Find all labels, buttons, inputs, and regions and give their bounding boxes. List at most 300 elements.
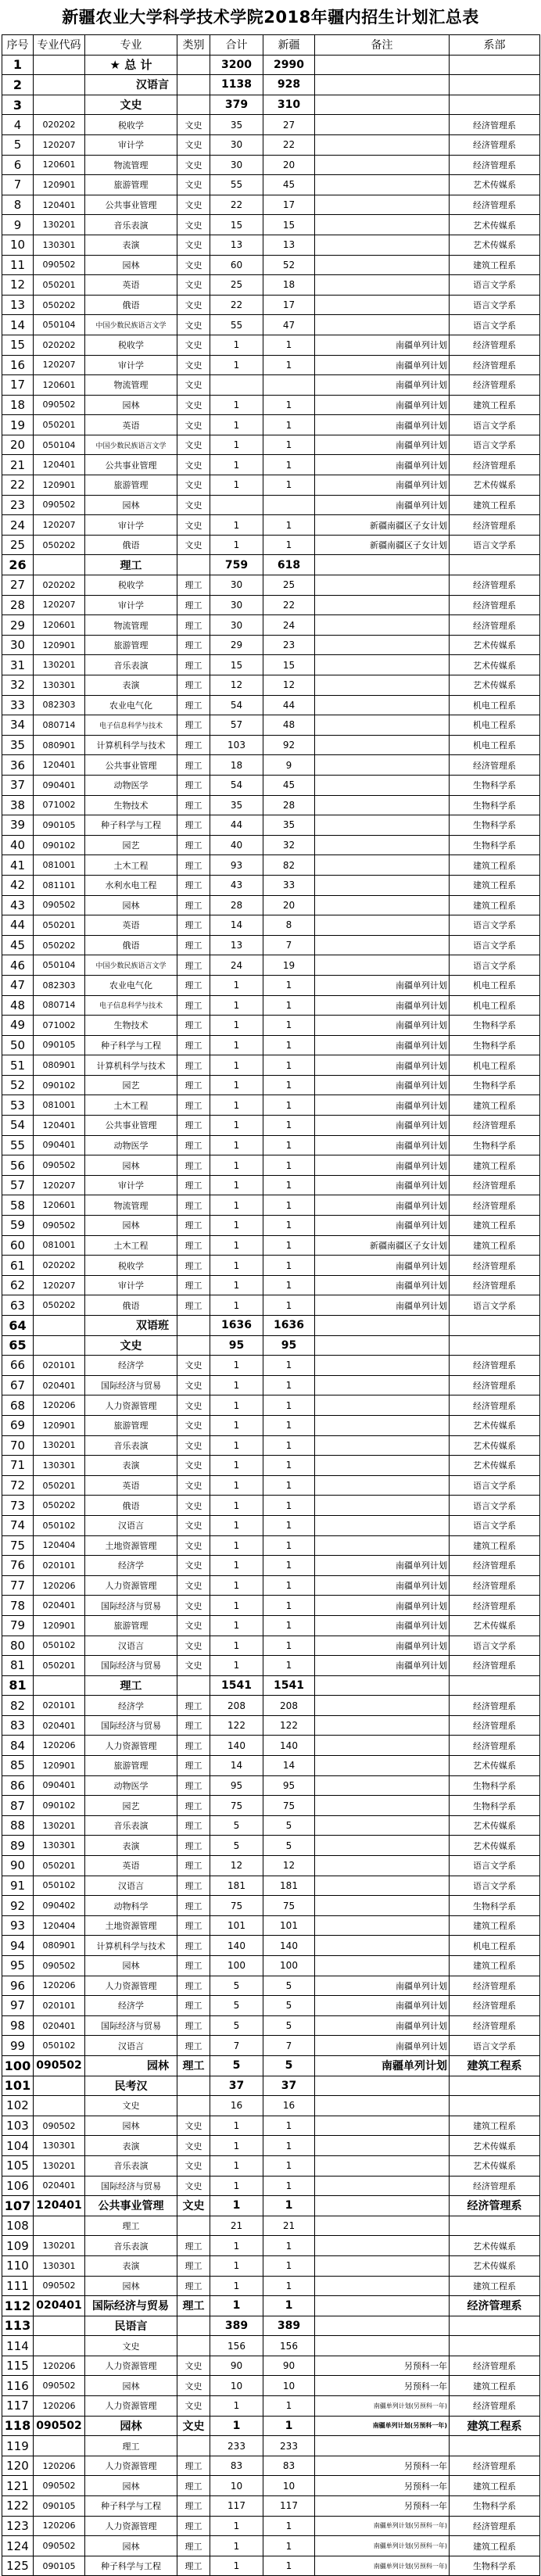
table-row bbox=[2, 535, 540, 555]
table-row bbox=[2, 2236, 540, 2256]
total-cell: 12 bbox=[210, 1856, 263, 1876]
code-cell: 120401 bbox=[34, 455, 85, 475]
code-cell: 090502 bbox=[34, 395, 85, 415]
note-cell bbox=[315, 775, 450, 795]
major-cell: 理工 bbox=[85, 2216, 177, 2236]
xinjiang-cell: 21 bbox=[263, 2216, 315, 2236]
xinjiang-cell: 10 bbox=[263, 2476, 315, 2496]
xinjiang-cell: 1636 bbox=[263, 1316, 315, 1336]
seq-cell: 5 bbox=[2, 134, 34, 155]
major-cell: 中国少数民族语言文学 bbox=[85, 315, 177, 335]
department-cell: 经济管理系 bbox=[450, 1256, 540, 1276]
code-cell: 130201 bbox=[34, 655, 85, 675]
note-cell bbox=[315, 1475, 450, 1496]
xinjiang-cell: 18 bbox=[263, 275, 315, 296]
seq-cell: 22 bbox=[2, 475, 34, 496]
category-cell: 文史 bbox=[177, 2376, 210, 2396]
seq-cell: 26 bbox=[2, 555, 34, 575]
seq-cell: 33 bbox=[2, 695, 34, 715]
table-row bbox=[2, 1915, 540, 1936]
major-cell: 经济学 bbox=[85, 1696, 177, 1716]
category-cell: 文史 bbox=[177, 395, 210, 415]
note-cell bbox=[315, 1836, 450, 1856]
xinjiang-cell: 12 bbox=[263, 1856, 315, 1876]
xinjiang-cell: 1 bbox=[263, 2136, 315, 2156]
code-cell: 120206 bbox=[34, 2456, 85, 2476]
code-cell: 090502 bbox=[34, 1155, 85, 1176]
seq-cell: 1 bbox=[2, 55, 34, 75]
total-cell: 100 bbox=[210, 1956, 263, 1976]
total-cell: 1 bbox=[210, 2556, 263, 2576]
xinjiang-cell: 1 bbox=[263, 1615, 315, 1636]
note-cell: 另预科一年 bbox=[315, 2376, 450, 2396]
category-cell: 理工 bbox=[177, 875, 210, 895]
xinjiang-cell: 1 bbox=[263, 1135, 315, 1155]
note-cell bbox=[315, 1696, 450, 1716]
category-cell: 文史 bbox=[177, 1636, 210, 1656]
total-cell: 60 bbox=[210, 255, 263, 275]
department-cell: 建筑工程系 bbox=[450, 1915, 540, 1936]
code-cell: 120207 bbox=[34, 355, 85, 375]
table-row bbox=[2, 2516, 540, 2536]
code-cell: 050202 bbox=[34, 535, 85, 555]
table-row bbox=[2, 115, 540, 135]
major-cell: 人力资源管理 bbox=[85, 2396, 177, 2417]
total-cell: 15 bbox=[210, 655, 263, 675]
seq-cell: 38 bbox=[2, 795, 34, 815]
department-cell bbox=[450, 555, 540, 575]
total-cell: 1 bbox=[210, 435, 263, 455]
major-cell: 汉语言 bbox=[85, 1876, 177, 1896]
table-row bbox=[2, 2076, 540, 2096]
department-cell: 语言文学系 bbox=[450, 1515, 540, 1535]
total-cell: 1 bbox=[210, 1656, 263, 1676]
code-cell: 020202 bbox=[34, 115, 85, 135]
note-cell bbox=[315, 2076, 450, 2096]
major-cell: 园林 bbox=[85, 2416, 177, 2436]
category-cell: 文史 bbox=[177, 2396, 210, 2417]
seq-cell: 58 bbox=[2, 1195, 34, 1216]
category-cell: 理工 bbox=[177, 1256, 210, 1276]
category-cell: 理工 bbox=[177, 1896, 210, 1916]
xinjiang-cell: 1 bbox=[263, 1636, 315, 1656]
category-cell: 理工 bbox=[177, 795, 210, 815]
category-cell: 理工 bbox=[177, 915, 210, 936]
department-cell: 语言文学系 bbox=[450, 275, 540, 296]
category-cell: 文史 bbox=[177, 435, 210, 455]
category-cell: 理工 bbox=[177, 695, 210, 715]
department-cell: 经济管理系 bbox=[450, 755, 540, 776]
total-cell: 13 bbox=[210, 235, 263, 255]
total-cell: 35 bbox=[210, 115, 263, 135]
total-cell: 1 bbox=[210, 1256, 263, 1276]
code-cell: 120901 bbox=[34, 475, 85, 496]
major-cell: 旅游管理 bbox=[85, 475, 177, 496]
code-cell: 081001 bbox=[34, 1235, 85, 1256]
major-cell: ★ 总 计 bbox=[85, 55, 177, 75]
department-cell: 生物科学系 bbox=[450, 1796, 540, 1816]
code-cell: 090401 bbox=[34, 775, 85, 795]
table-row bbox=[2, 2296, 540, 2316]
xinjiang-cell: 928 bbox=[263, 75, 315, 95]
note-cell bbox=[315, 735, 450, 755]
note-cell: 南疆单列计划(另预科一年) bbox=[315, 2556, 450, 2576]
category-cell: 理工 bbox=[177, 895, 210, 915]
xinjiang-cell: 5 bbox=[263, 1976, 315, 1996]
category-cell: 理工 bbox=[177, 1815, 210, 1836]
seq-cell: 92 bbox=[2, 1896, 34, 1916]
department-cell bbox=[450, 75, 540, 95]
major-cell: 人力资源管理 bbox=[85, 1395, 177, 1416]
code-cell: 130201 bbox=[34, 1435, 85, 1456]
major-cell: 俄语 bbox=[85, 1295, 177, 1316]
total-cell: 93 bbox=[210, 855, 263, 876]
code-cell bbox=[34, 2336, 85, 2356]
category-cell: 文史 bbox=[177, 195, 210, 215]
table-row bbox=[2, 795, 540, 815]
table-row bbox=[2, 715, 540, 736]
major-cell: 文史 bbox=[85, 2096, 177, 2116]
note-cell: 南疆单列计划 bbox=[315, 1135, 450, 1155]
table-row bbox=[2, 155, 540, 175]
department-cell: 机电工程系 bbox=[450, 1936, 540, 1956]
table-row bbox=[2, 2096, 540, 2116]
table-row bbox=[2, 1216, 540, 1236]
code-cell bbox=[34, 2316, 85, 2336]
total-cell: 1 bbox=[210, 1456, 263, 1476]
major-cell: 园林 bbox=[85, 495, 177, 515]
header-total: 合计 bbox=[210, 35, 263, 56]
xinjiang-cell: 16 bbox=[263, 2096, 315, 2116]
total-cell: 1 bbox=[210, 2416, 263, 2436]
code-cell: 090502 bbox=[34, 2276, 85, 2296]
code-cell: 120206 bbox=[34, 1976, 85, 1996]
table-row bbox=[2, 775, 540, 795]
category-cell: 理工 bbox=[177, 1175, 210, 1195]
code-cell bbox=[34, 555, 85, 575]
xinjiang-cell: 45 bbox=[263, 175, 315, 195]
total-cell: 30 bbox=[210, 615, 263, 636]
total-cell: 208 bbox=[210, 1696, 263, 1716]
department-cell: 经济管理系 bbox=[450, 2296, 540, 2316]
header-seq: 序号 bbox=[2, 35, 34, 56]
xinjiang-cell: 17 bbox=[263, 195, 315, 215]
xinjiang-cell: 1 bbox=[263, 455, 315, 475]
category-cell: 文史 bbox=[177, 215, 210, 235]
category-cell: 理工 bbox=[177, 655, 210, 675]
major-cell: 税收学 bbox=[85, 575, 177, 596]
total-cell: 40 bbox=[210, 835, 263, 855]
seq-cell: 10 bbox=[2, 235, 34, 255]
department-cell: 艺术传媒系 bbox=[450, 1756, 540, 1776]
total-cell: 10 bbox=[210, 2376, 263, 2396]
note-cell bbox=[315, 1535, 450, 1556]
department-cell: 语言文学系 bbox=[450, 1475, 540, 1496]
note-cell bbox=[315, 1756, 450, 1776]
table-row bbox=[2, 315, 540, 335]
category-cell: 文史 bbox=[177, 2116, 210, 2136]
code-cell: 120601 bbox=[34, 375, 85, 396]
note-cell bbox=[315, 1375, 450, 1395]
category-cell: 理工 bbox=[177, 735, 210, 755]
major-cell: 旅游管理 bbox=[85, 635, 177, 655]
seq-cell: 81 bbox=[2, 1675, 34, 1696]
code-cell: 081001 bbox=[34, 855, 85, 876]
department-cell: 语言文学系 bbox=[450, 315, 540, 335]
total-cell: 35 bbox=[210, 795, 263, 815]
major-cell: 音乐表演 bbox=[85, 2236, 177, 2256]
total-cell: 1 bbox=[210, 1356, 263, 1376]
note-cell bbox=[315, 1715, 450, 1736]
category-cell: 理工 bbox=[177, 1796, 210, 1816]
major-cell: 表演 bbox=[85, 2136, 177, 2156]
note-cell: 南疆单列计划 bbox=[315, 455, 450, 475]
seq-cell: 105 bbox=[2, 2155, 34, 2176]
xinjiang-cell: 17 bbox=[263, 295, 315, 315]
major-cell: 经济学 bbox=[85, 1356, 177, 1376]
xinjiang-cell: 1 bbox=[263, 435, 315, 455]
total-cell: 1 bbox=[210, 1095, 263, 1116]
total-cell: 16 bbox=[210, 2096, 263, 2116]
category-cell: 理工 bbox=[177, 615, 210, 636]
total-cell: 28 bbox=[210, 895, 263, 915]
total-cell: 1 bbox=[210, 1275, 263, 1295]
major-cell: 园林 bbox=[85, 2376, 177, 2396]
category-cell: 文史 bbox=[177, 255, 210, 275]
category-cell: 理工 bbox=[177, 1915, 210, 1936]
seq-cell: 43 bbox=[2, 895, 34, 915]
code-cell: 050104 bbox=[34, 435, 85, 455]
department-cell: 建筑工程系 bbox=[450, 2376, 540, 2396]
code-cell: 082303 bbox=[34, 695, 85, 715]
code-cell: 130201 bbox=[34, 2155, 85, 2176]
code-cell: 080901 bbox=[34, 1055, 85, 1076]
total-cell: 21 bbox=[210, 2216, 263, 2236]
code-cell: 120601 bbox=[34, 615, 85, 636]
major-cell: 英语 bbox=[85, 1475, 177, 1496]
major-cell: 农业电气化 bbox=[85, 695, 177, 715]
total-cell: 1 bbox=[210, 1596, 263, 1616]
department-cell: 经济管理系 bbox=[450, 375, 540, 396]
department-cell: 建筑工程系 bbox=[450, 255, 540, 275]
code-cell bbox=[34, 2076, 85, 2096]
major-cell: 国际经济与贸易 bbox=[85, 1375, 177, 1395]
seq-cell: 60 bbox=[2, 1235, 34, 1256]
xinjiang-cell: 22 bbox=[263, 134, 315, 155]
department-cell: 经济管理系 bbox=[450, 115, 540, 135]
major-cell: 园林 bbox=[85, 2055, 177, 2076]
note-cell bbox=[315, 795, 450, 815]
code-cell: 071002 bbox=[34, 795, 85, 815]
table-row bbox=[2, 1656, 540, 1676]
code-cell: 090402 bbox=[34, 1896, 85, 1916]
seq-cell: 67 bbox=[2, 1375, 34, 1395]
department-cell: 生物科学系 bbox=[450, 1075, 540, 1095]
total-cell: 1 bbox=[210, 2396, 263, 2417]
seq-cell: 101 bbox=[2, 2076, 34, 2096]
major-cell: 公共事业管理 bbox=[85, 2196, 177, 2216]
department-cell: 艺术传媒系 bbox=[450, 1815, 540, 1836]
seq-cell: 32 bbox=[2, 675, 34, 696]
category-cell: 理工 bbox=[177, 955, 210, 976]
category-cell: 文史 bbox=[177, 2136, 210, 2156]
table-row bbox=[2, 1756, 540, 1776]
note-cell bbox=[315, 2196, 450, 2216]
note-cell bbox=[315, 1515, 450, 1535]
table-row bbox=[2, 1456, 540, 1476]
code-cell: 020401 bbox=[34, 2015, 85, 2036]
major-cell: 音乐表演 bbox=[85, 215, 177, 235]
total-cell: 156 bbox=[210, 2336, 263, 2356]
seq-cell: 94 bbox=[2, 1936, 34, 1956]
seq-cell: 9 bbox=[2, 215, 34, 235]
table-row bbox=[2, 2336, 540, 2356]
seq-cell: 61 bbox=[2, 1256, 34, 1276]
note-cell: 南疆单列计划 bbox=[315, 2036, 450, 2056]
total-cell: 13 bbox=[210, 935, 263, 955]
seq-cell: 76 bbox=[2, 1556, 34, 1576]
major-cell: 审计学 bbox=[85, 515, 177, 536]
category-cell: 理工 bbox=[177, 855, 210, 876]
department-cell: 机电工程系 bbox=[450, 1055, 540, 1076]
category-cell: 理工 bbox=[177, 2296, 210, 2316]
note-cell: 南疆单列计划 bbox=[315, 1016, 450, 1036]
seq-cell: 37 bbox=[2, 775, 34, 795]
table-row bbox=[2, 1575, 540, 1596]
code-cell: 130301 bbox=[34, 235, 85, 255]
department-cell: 语言文学系 bbox=[450, 1295, 540, 1316]
category-cell: 理工 bbox=[177, 2255, 210, 2276]
code-cell: 130301 bbox=[34, 2136, 85, 2156]
seq-cell: 66 bbox=[2, 1356, 34, 1376]
seq-cell: 107 bbox=[2, 2196, 34, 2216]
department-cell bbox=[450, 2316, 540, 2336]
major-cell: 音乐表演 bbox=[85, 655, 177, 675]
major-cell: 审计学 bbox=[85, 355, 177, 375]
header-row bbox=[2, 35, 540, 56]
code-cell: 090502 bbox=[34, 2376, 85, 2396]
code-cell: 120401 bbox=[34, 1116, 85, 1136]
department-cell: 生物科学系 bbox=[450, 1016, 540, 1036]
xinjiang-cell: 1 bbox=[263, 1596, 315, 1616]
xinjiang-cell: 13 bbox=[263, 235, 315, 255]
xinjiang-cell: 20 bbox=[263, 155, 315, 175]
xinjiang-cell: 101 bbox=[263, 1915, 315, 1936]
department-cell: 经济管理系 bbox=[450, 2456, 540, 2476]
department-cell: 经济管理系 bbox=[450, 2176, 540, 2196]
category-cell bbox=[177, 95, 210, 115]
seq-cell: 113 bbox=[2, 2316, 34, 2336]
note-cell: 南疆单列计划 bbox=[315, 1116, 450, 1136]
note-cell: 南疆单列计划(另预科一年) bbox=[315, 2396, 450, 2417]
department-cell: 艺术传媒系 bbox=[450, 1435, 540, 1456]
code-cell: 090102 bbox=[34, 835, 85, 855]
xinjiang-cell: 1 bbox=[263, 1256, 315, 1276]
department-cell bbox=[450, 2336, 540, 2356]
department-cell: 生物科学系 bbox=[450, 1775, 540, 1796]
category-cell: 文史 bbox=[177, 134, 210, 155]
major-cell: 园林 bbox=[85, 2276, 177, 2296]
department-cell: 建筑工程系 bbox=[450, 1535, 540, 1556]
category-cell: 文史 bbox=[177, 535, 210, 555]
department-cell: 生物科学系 bbox=[450, 1896, 540, 1916]
table-row bbox=[2, 975, 540, 995]
total-cell: 55 bbox=[210, 315, 263, 335]
xinjiang-cell: 1 bbox=[263, 2196, 315, 2216]
table-row bbox=[2, 2015, 540, 2036]
total-cell: 29 bbox=[210, 635, 263, 655]
major-cell: 园林 bbox=[85, 2116, 177, 2136]
code-cell: 090105 bbox=[34, 815, 85, 836]
seq-cell: 117 bbox=[2, 2396, 34, 2417]
category-cell: 理工 bbox=[177, 1736, 210, 1756]
xinjiang-cell: 10 bbox=[263, 2376, 315, 2396]
seq-cell: 16 bbox=[2, 355, 34, 375]
seq-cell: 81 bbox=[2, 1656, 34, 1676]
code-cell: 050202 bbox=[34, 935, 85, 955]
total-cell: 1 bbox=[210, 1515, 263, 1535]
major-cell: 旅游管理 bbox=[85, 1756, 177, 1776]
table-row bbox=[2, 275, 540, 296]
department-cell: 语言文学系 bbox=[450, 415, 540, 435]
major-cell: 汉语言 bbox=[85, 1515, 177, 1535]
xinjiang-cell: 52 bbox=[263, 255, 315, 275]
category-cell: 文史 bbox=[177, 1596, 210, 1616]
total-cell: 1 bbox=[210, 2155, 263, 2176]
xinjiang-cell: 35 bbox=[263, 815, 315, 836]
department-cell: 经济管理系 bbox=[450, 2356, 540, 2376]
department-cell: 建筑工程系 bbox=[450, 875, 540, 895]
major-cell: 税收学 bbox=[85, 115, 177, 135]
category-cell: 理工 bbox=[177, 635, 210, 655]
seq-cell: 47 bbox=[2, 975, 34, 995]
note-cell bbox=[315, 555, 450, 575]
code-cell: 120901 bbox=[34, 175, 85, 195]
total-cell: 1 bbox=[210, 2516, 263, 2536]
note-cell bbox=[315, 2255, 450, 2276]
table-row bbox=[2, 1256, 540, 1276]
note-cell: 南疆单列计划 bbox=[315, 1996, 450, 2016]
table-row bbox=[2, 1936, 540, 1956]
category-cell: 理工 bbox=[177, 1996, 210, 2016]
department-cell: 语言文学系 bbox=[450, 935, 540, 955]
xinjiang-cell: 75 bbox=[263, 1896, 315, 1916]
table-row bbox=[2, 1556, 540, 1576]
code-cell: 120206 bbox=[34, 1575, 85, 1596]
major-cell: 俄语 bbox=[85, 535, 177, 555]
department-cell: 经济管理系 bbox=[450, 355, 540, 375]
category-cell: 理工 bbox=[177, 715, 210, 736]
xinjiang-cell: 1 bbox=[263, 1575, 315, 1596]
major-cell: 物流管理 bbox=[85, 375, 177, 396]
category-cell: 理工 bbox=[177, 1756, 210, 1776]
code-cell: 130201 bbox=[34, 215, 85, 235]
category-cell: 理工 bbox=[177, 1055, 210, 1076]
category-cell: 文史 bbox=[177, 2155, 210, 2176]
table-row bbox=[2, 1876, 540, 1896]
table-row bbox=[2, 1515, 540, 1535]
note-cell bbox=[315, 1356, 450, 1376]
total-cell: 1 bbox=[210, 1155, 263, 1176]
xinjiang-cell: 15 bbox=[263, 655, 315, 675]
category-cell: 文史 bbox=[177, 1395, 210, 1416]
code-cell: 120401 bbox=[34, 195, 85, 215]
major-cell: 俄语 bbox=[85, 935, 177, 955]
total-cell: 54 bbox=[210, 775, 263, 795]
note-cell: 南疆单列计划 bbox=[315, 1195, 450, 1216]
header-department: 系部 bbox=[450, 35, 540, 56]
note-cell bbox=[315, 635, 450, 655]
